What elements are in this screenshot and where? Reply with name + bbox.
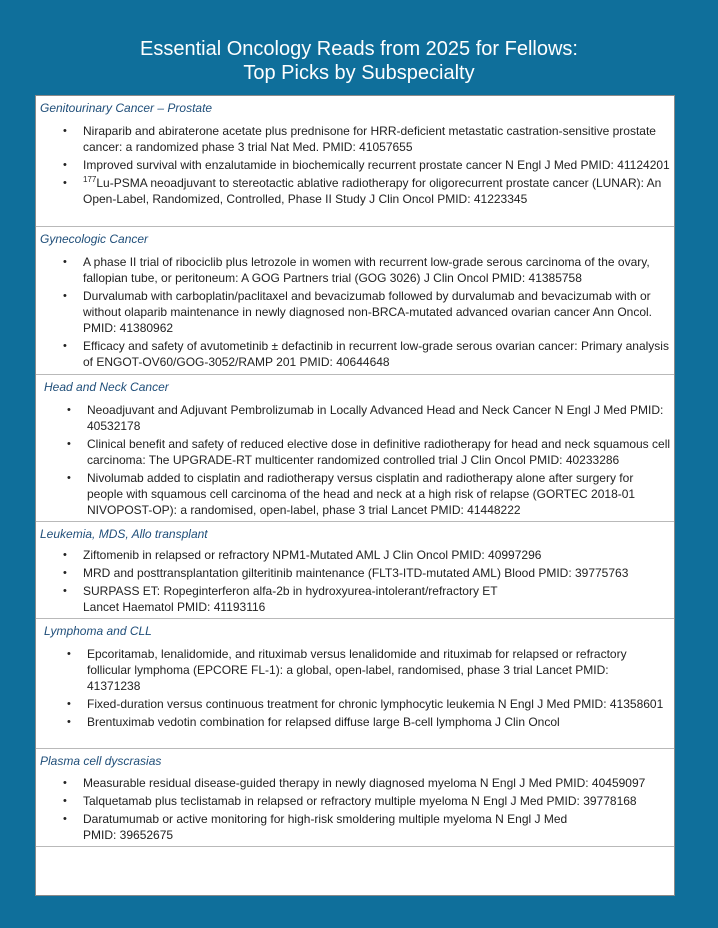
list-item bbox=[36, 696, 675, 712]
list-item-text: SURPASS ET: Ropeginterferon alfa-2b in hydroxyurea-intolerant/refractory ET Lancet Haematol PMID: 41193116 bbox=[83, 584, 498, 614]
bullet-icon: • bbox=[63, 777, 67, 789]
bullet-icon: • bbox=[63, 125, 67, 137]
list-item bbox=[36, 714, 675, 730]
title-line-2: Top Picks by Subspecialty bbox=[243, 62, 475, 84]
bullet-icon: • bbox=[63, 159, 67, 171]
bullet-icon: • bbox=[63, 549, 67, 561]
section-heading: Leukemia, MDS, Allo transplant bbox=[40, 527, 208, 541]
section-lymphoma bbox=[36, 619, 675, 749]
bullet-icon: • bbox=[63, 585, 67, 597]
reading-list bbox=[36, 254, 675, 372]
bullet-icon: • bbox=[63, 795, 67, 807]
list-item bbox=[36, 470, 675, 518]
list-item-text: Durvalumab with carboplatin/paclitaxel and bevacizumab followed by durvalumab and bevacizumab with or without olaparib maintenance in newly diagnosed non-BRCA-mutated advanced ovarian cancer Ann Oncol. PMID: 41380962 bbox=[83, 289, 653, 335]
list-item bbox=[36, 157, 675, 173]
bullet-icon: • bbox=[67, 698, 71, 710]
list-item-text: Ziftomenib in relapsed or refractory NPM1-Mutated AML J Clin Oncol PMID: 40997296 bbox=[83, 548, 542, 562]
section-leukemia bbox=[36, 522, 675, 619]
list-item-text: Improved survival with enzalutamide in biochemically recurrent prostate cancer N Engl J Med PMID: 41124201 bbox=[83, 158, 670, 172]
list-item bbox=[36, 583, 675, 615]
list-item-text: Nivolumab added to cisplatin and radiotherapy versus cisplatin and radiotherapy alone after surgery for people with squamous cell carcinoma of the head and neck at a high risk of relapse (GORTEC 2018-01 NIVOPOST-OP): a randomised, open-label, phase 3 trial Lancet PMID: 41448222 bbox=[87, 471, 636, 517]
bullet-icon: • bbox=[63, 813, 67, 825]
bullet-icon: • bbox=[63, 340, 67, 352]
list-item-text: Niraparib and abiraterone acetate plus prednisone for HRR-deficient metastatic castration-sensitive prostate cancer: a randomized phase 3 trial Nat Med. PMID: 41057655 bbox=[83, 124, 656, 154]
list-item bbox=[36, 402, 675, 434]
list-item-text: Talquetamab plus teclistamab in relapsed or refractory multiple myeloma N Engl J Med PMID: 39778168 bbox=[83, 794, 637, 808]
bullet-icon: • bbox=[67, 438, 71, 450]
section-heading: Head and Neck Cancer bbox=[44, 380, 169, 394]
list-item bbox=[36, 436, 675, 468]
list-item bbox=[36, 565, 675, 581]
list-item-text: MRD and posttransplantation gilteritinib maintenance (FLT3-ITD-mutated AML) Blood PMID: 39775763 bbox=[83, 566, 629, 580]
list-item-text: A phase II trial of ribociclib plus letrozole in women with recurrent low-grade serous carcinoma of the ovary, fallopian tube, or peritoneum: A GOG Partners trial (GOG 3026) J Clin Oncol PMID: 41385758 bbox=[83, 255, 650, 285]
section-heading: Lymphoma and CLL bbox=[44, 624, 152, 638]
reading-list bbox=[36, 402, 675, 520]
list-item bbox=[36, 793, 675, 809]
bullet-icon: • bbox=[67, 472, 71, 484]
bullet-icon: • bbox=[67, 716, 71, 728]
list-item-text: Neoadjuvant and Adjuvant Pembrolizumab in Locally Advanced Head and Neck Cancer N Engl J Med PMID: 40532178 bbox=[87, 403, 664, 433]
list-item-text: Brentuximab vedotin combination for relapsed diffuse large B-cell lymphoma J Clin Oncol bbox=[87, 715, 560, 729]
title-line-1: Essential Oncology Reads from 2025 for Fellows: bbox=[140, 38, 578, 60]
reading-list-panel bbox=[35, 95, 675, 896]
isotope-superscript: 177 bbox=[83, 175, 97, 184]
section-heading: Plasma cell dyscrasias bbox=[40, 754, 162, 768]
list-item bbox=[36, 338, 675, 370]
bullet-icon: • bbox=[63, 290, 67, 302]
bullet-icon: • bbox=[67, 404, 71, 416]
list-item bbox=[36, 547, 675, 563]
section-gynecologic bbox=[36, 227, 675, 375]
list-item bbox=[36, 811, 675, 843]
list-item bbox=[36, 288, 675, 336]
list-item bbox=[36, 646, 675, 694]
section-plasma-cell bbox=[36, 749, 675, 847]
list-item bbox=[36, 775, 675, 791]
list-item-text: Daratumumab or active monitoring for high-risk smoldering multiple myeloma N Engl J Med PMID: 39652675 bbox=[83, 812, 568, 842]
reading-list bbox=[36, 123, 675, 209]
section-genitourinary bbox=[36, 96, 675, 227]
list-item-text: Measurable residual disease-guided therapy in newly diagnosed myeloma N Engl J Med PMID: 40459097 bbox=[83, 776, 646, 790]
list-item-text: Epcoritamab, lenalidomide, and rituximab versus lenalidomide and rituximab for relapsed or refractory follicular lymphoma (EPCORE FL-1): a global, open-label, randomised, phase 3 trial Lancet PMID: 41371238 bbox=[87, 647, 627, 693]
list-item-text: Clinical benefit and safety of reduced elective dose in definitive radiotherapy for head and neck squamous cell carcinoma: The UPGRADE-RT multicenter randomized controlled trial J Clin Oncol PMID: 40233286 bbox=[87, 437, 671, 467]
section-head-and-neck bbox=[36, 375, 675, 522]
section-heading: Gynecologic Cancer bbox=[40, 232, 149, 246]
list-item-text: Efficacy and safety of avutometinib ± defactinib in recurrent low-grade serous ovarian cancer: Primary analysis of ENGOT-OV60/GOG-3052/RAMP 201 PMID: 40644648 bbox=[83, 339, 669, 369]
list-item bbox=[36, 123, 675, 155]
reading-list bbox=[36, 547, 675, 617]
list-item bbox=[36, 175, 675, 207]
reading-list bbox=[36, 646, 675, 732]
page-title bbox=[0, 37, 718, 85]
bullet-icon: • bbox=[67, 648, 71, 660]
section-heading: Genitourinary Cancer – Prostate bbox=[40, 101, 213, 115]
bullet-icon: • bbox=[63, 177, 67, 189]
list-item-text: Lu-PSMA neoadjuvant to stereotactic ablative radiotherapy for oligorecurrent prostate cancer (LUNAR): An Open-Label, Randomized, Controlled, Phase II Study J Clin Oncol PMID: 41223345 bbox=[83, 176, 662, 206]
bullet-icon: • bbox=[63, 256, 67, 268]
reading-list bbox=[36, 775, 675, 845]
bullet-icon: • bbox=[63, 567, 67, 579]
list-item-text: Fixed-duration versus continuous treatment for chronic lymphocytic leukemia N Engl J Med PMID: 41358601 bbox=[87, 697, 664, 711]
list-item bbox=[36, 254, 675, 286]
